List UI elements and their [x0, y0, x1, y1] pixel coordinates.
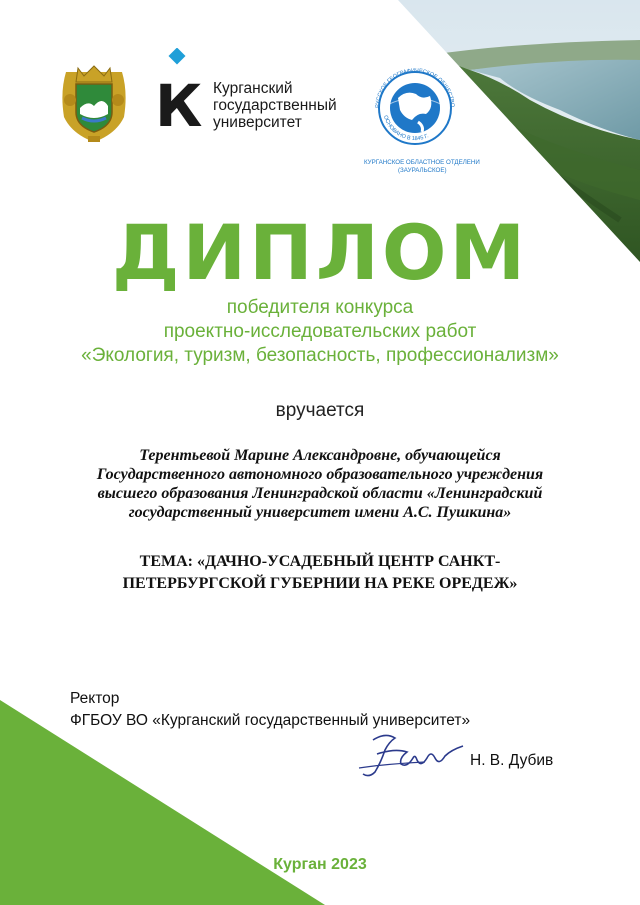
rector-block	[70, 688, 470, 732]
diamond-icon	[169, 48, 186, 64]
subtitle-line: проектно-исследовательских работ	[163, 321, 477, 342]
recipient-line: высшего образования Ленинградской области «Ленинградский	[97, 485, 543, 502]
rgo-emblem	[360, 68, 480, 183]
rector-position: Ректор	[70, 690, 120, 707]
rgo-emblem-text: РУССКОЕ ГЕОГРАФИЧЕСКОЕ ОБЩЕСТВО	[374, 68, 456, 109]
rgo-branch-line1: КУРГАНСКОЕ ОБЛАСТНОЕ ОТДЕЛЕНИЕ	[364, 159, 480, 166]
subtitle-line: победителя конкурса	[226, 297, 414, 318]
region-coat-of-arms-icon	[58, 62, 130, 149]
topic-line: ПЕТЕРБУРГСКОЙ ГУБЕРНИИ НА РЕКЕ ОРЕДЕЖ»	[122, 575, 518, 592]
handwritten-signature	[355, 728, 470, 783]
logo-letter: К	[155, 72, 203, 128]
topic-line: ТЕМА: «ДАЧНО-УСАДЕБНЫЙ ЦЕНТР САНКТ-	[139, 553, 501, 570]
rector-organization: ФГБОУ ВО «Курганский государственный университет»	[70, 712, 471, 729]
rgo-founded-text: ОСНОВАНО В 1845 Г.	[382, 114, 430, 143]
rgo-branch-line2: (ЗАУРАЛЬСКОЕ)	[398, 167, 447, 174]
recipient-line: Государственного автономного образовательного учреждения	[96, 466, 544, 483]
awarded-label: вручается	[275, 400, 365, 421]
recipient-block	[50, 446, 590, 522]
recipient-line: государственный университет имени А.С. Пушкина»	[128, 504, 512, 521]
diploma-title: ДИПЛОМ	[111, 208, 529, 297]
signer-name: Н. В. Дубив	[470, 752, 554, 769]
topic-block	[60, 551, 580, 595]
city-year: Курган 2023	[273, 856, 367, 873]
university-logo	[155, 48, 209, 133]
university-name-line: университет	[213, 114, 302, 131]
university-name-line: государственный	[213, 97, 337, 114]
subtitle-line: «Экология, туризм, безопасность, профессионализм»	[81, 345, 559, 366]
university-name	[213, 80, 337, 131]
recipient-line: Терентьевой Марине Александровне, обучающейся	[139, 447, 501, 464]
university-name-line: Курганский	[213, 80, 293, 97]
